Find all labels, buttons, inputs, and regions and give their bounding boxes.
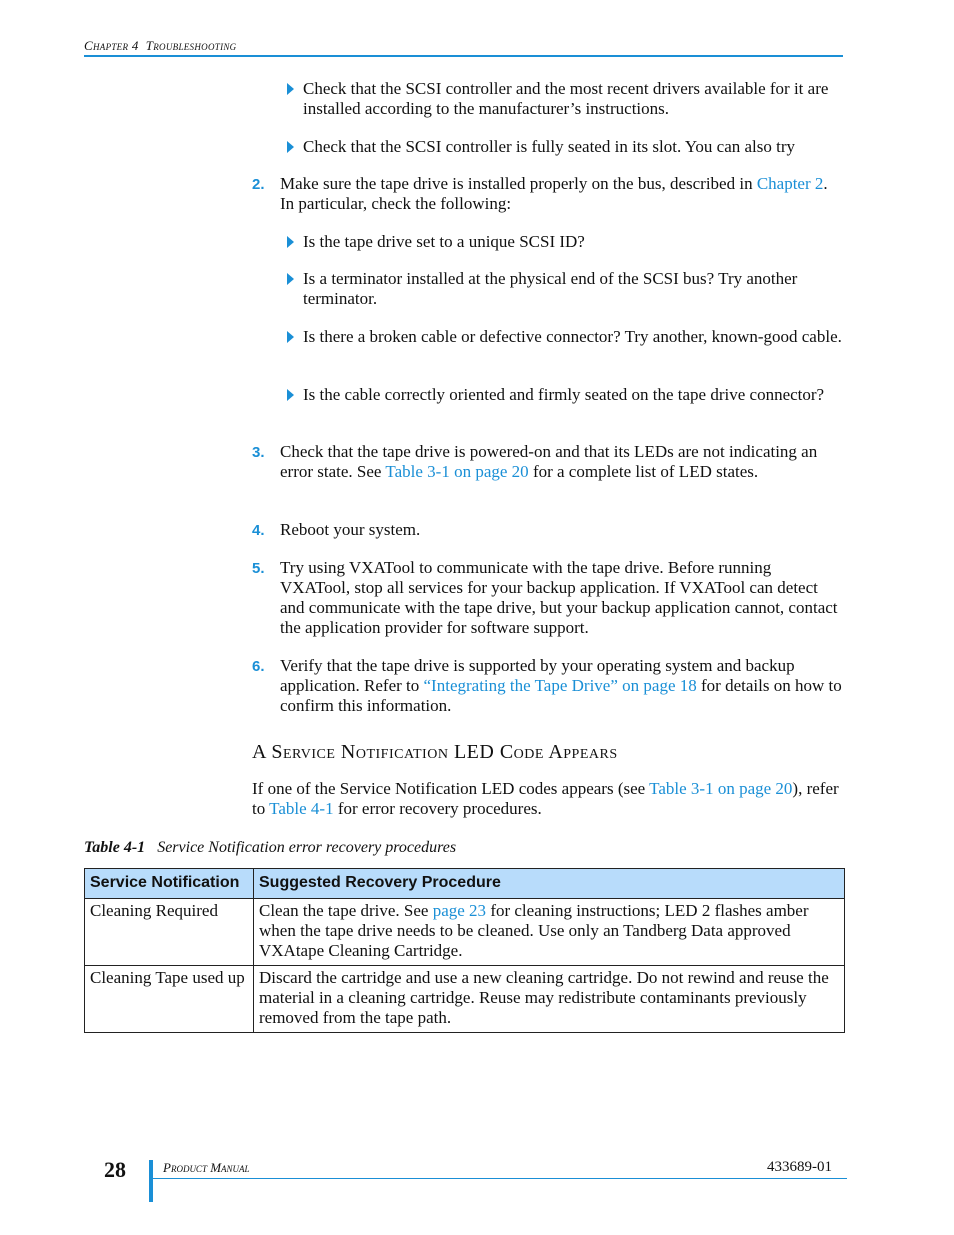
page-number: 28 [104, 1157, 126, 1182]
header-chapter: Chapter 4 [84, 38, 139, 53]
bullet-text: Is the cable correctly oriented and firmly seated on the tape drive connector? [303, 385, 825, 404]
table-row [85, 966, 845, 1033]
step-text-part: for a complete list of LED states. [528, 462, 759, 481]
running-header [84, 36, 236, 56]
header-rule [84, 55, 843, 57]
table-cell: Cleaning Tape used up [85, 966, 254, 1033]
intro-paragraph [252, 779, 842, 819]
para-part: ), refer to [252, 779, 839, 818]
bullet-triangle-icon [287, 141, 294, 153]
step-number: 5. [252, 560, 265, 577]
bullet-triangle-icon [287, 273, 294, 285]
footer-title: Product Manual [163, 1160, 250, 1175]
table-header-row [85, 869, 845, 899]
step-text: Reboot your system. [280, 520, 421, 539]
step-text-part: for details on how to confirm this information. [280, 676, 842, 715]
table-3-1-link[interactable]: Table 3-1 on page 20 [385, 462, 529, 481]
table-3-1-link[interactable]: Table 3-1 on page 20 [649, 779, 793, 798]
bullet-triangle-icon [287, 331, 294, 343]
table-caption [84, 838, 456, 858]
caption-label: Table 4-1 [84, 839, 146, 856]
step-number: 6. [252, 658, 265, 675]
table-4-1-link[interactable]: Table 4-1 [269, 799, 334, 818]
footer-bar [149, 1160, 153, 1202]
header-section: Troubleshooting [145, 38, 237, 53]
bullet-triangle-icon [287, 389, 294, 401]
step-text-part: Check that the tape drive is powered-on and that its LEDs are not indicating an error state. See [280, 442, 818, 481]
step-number: 2. [252, 176, 265, 193]
bullet-text: Check that the SCSI controller and the most recent drivers available for it are installed according to the manufacturer’s instructions. [303, 79, 829, 118]
bullet-triangle-icon [287, 83, 294, 95]
section-heading: A Service Notification LED Code Appears [252, 741, 618, 763]
table-cell: Discard the cartridge and use a new cleaning cartridge. Do not rewind and reuse the material in a cleaning cartridge. Reuse may redistribute contaminants previously removed from the tape path. [254, 966, 845, 1033]
para-part: If one of the Service Notification LED codes appears (see [252, 779, 650, 798]
integrating-link[interactable]: “Integrating the Tape Drive” on page 18 [423, 676, 697, 695]
para-part: for error recovery procedures. [333, 799, 542, 818]
bullet-text: Is there a broken cable or defective connector? Try another, known-good cable. [303, 327, 842, 346]
step-text-part: . In particular, check the following: [280, 174, 828, 213]
bullet-triangle-icon [287, 236, 294, 248]
page-23-link[interactable]: page 23 [432, 901, 487, 920]
step-number: 4. [252, 522, 265, 539]
step-text-part: Verify that the tape drive is supported by your operating system and backup application. Refer to [280, 656, 795, 695]
step-text [280, 442, 842, 482]
recovery-table [84, 868, 845, 1033]
step-text-part: Make sure the tape drive is installed properly on the bus, described in [280, 174, 757, 193]
bullet-text: Is the tape drive set to a unique SCSI ID? [303, 232, 585, 251]
bullet-text: Check that the SCSI controller is fully seated in its slot. You can also try [303, 137, 796, 156]
step-text [280, 174, 842, 214]
cell-part: for cleaning instructions; LED 2 flashes amber when the tape drive needs to be cleaned. Use only an Tandberg Data approved VXAtape Cleaning Cartridge. [259, 901, 809, 960]
chapter-2-link[interactable]: Chapter 2 [756, 174, 824, 193]
step-text [280, 656, 842, 716]
table-cell: Cleaning Required [85, 899, 254, 966]
step-text: Try using VXATool to communicate with the tape drive. Before running VXATool, stop all services for your backup application. If VXATool can detect and communicate with the tape drive, but your backup application cannot, contact the application provider for software support. [280, 558, 838, 637]
cell-part: Clean the tape drive. See [259, 901, 433, 920]
table-cell [254, 899, 845, 966]
column-header: Service Notification [85, 869, 254, 899]
step-number: 3. [252, 444, 265, 461]
footer-doc-number: 433689-01 [767, 1159, 832, 1175]
column-header: Suggested Recovery Procedure [254, 869, 845, 899]
table-row [85, 899, 845, 966]
footer-rule [153, 1178, 847, 1179]
caption-text: Service Notification error recovery procedures [157, 839, 457, 856]
bullet-text: Is a terminator installed at the physical end of the SCSI bus? Try another terminator. [303, 269, 798, 308]
